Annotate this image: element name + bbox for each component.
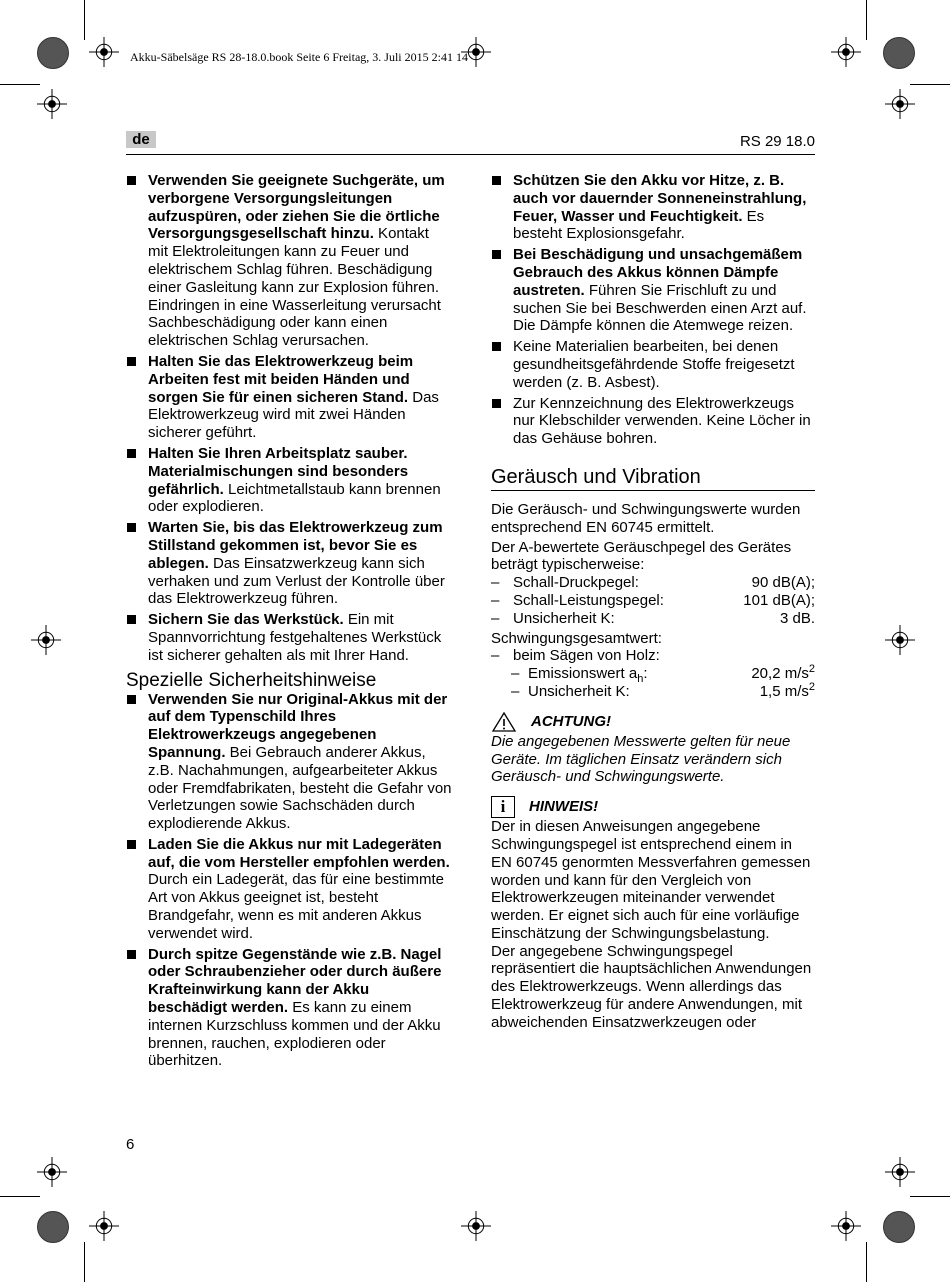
trim-line xyxy=(910,84,950,85)
special-safety-heading: Spezielle Sicherheitshinweise xyxy=(126,669,377,691)
list-item xyxy=(126,611,452,664)
bullet-square-icon xyxy=(492,176,501,185)
bullet-square-icon xyxy=(127,357,136,366)
item-text: Bei Gebrauch anderer Akkus, z.B. Nachahmungen, aufgearbeiteter Akkus oder Fremdfabrikaten, besteht die Gefahr von Verletzungen sowie Sachschäden durch explodierende Akkus. xyxy=(148,743,452,833)
note-title: HINWEIS! xyxy=(529,798,599,816)
spec-subscript: h xyxy=(637,673,644,686)
noise-spec-row xyxy=(491,610,815,628)
spec-value-wrap xyxy=(759,680,815,701)
language-badge: de xyxy=(126,131,156,148)
bullet-square-icon xyxy=(127,615,136,624)
list-item xyxy=(126,519,452,608)
model-label: RS 29 18.0 xyxy=(739,133,815,150)
spec-label-wrap xyxy=(491,574,639,592)
spec-value: 101 dB(A); xyxy=(743,591,815,609)
item-text: Leichtmetallstaub kann brennen oder explodieren. xyxy=(148,480,441,516)
safety-list xyxy=(126,172,452,665)
trim-line xyxy=(866,0,867,40)
noise-level-intro: Der A-bewertete Geräuschpegel des Gerätes beträgt typischerweise: xyxy=(491,538,792,574)
left-column xyxy=(126,172,452,1070)
item-bold-text: Verwenden Sie nur Original-Akkus mit der auf dem Typenschild Ihres Elektrowerkzeugs angegebenen Spannung. xyxy=(148,690,448,761)
crosshair-icon xyxy=(885,89,915,119)
trim-line xyxy=(910,1196,950,1197)
trim-line xyxy=(866,1242,867,1282)
noise-spec-row xyxy=(491,574,815,592)
bullet-square-icon xyxy=(127,950,136,959)
item-text: Es besteht Explosionsgefahr. xyxy=(513,207,765,243)
print-info-line: Akku-Säbelsäge RS 28-18.0.book Seite 6 Freitag, 3. Juli 2015 2:41 14 xyxy=(130,50,468,64)
spec-label-wrap xyxy=(491,683,630,701)
note-paragraph-1: Der in diesen Anweisungen angegebene Schwingungspegel ist entsprechend einem in EN 60745 genormten Messverfahren gemessen worden und kann für den Vergleich von Elektrowerkzeugen miteinander verwendet werden. Er eignet sich auch für eine vorläufige Einschätzung der Schwingungsbelastung. xyxy=(491,818,811,942)
vibration-spec-list xyxy=(491,665,815,701)
trim-line xyxy=(0,84,40,85)
item-text: Das Elektrowerkzeug wird mit zwei Händen sicherer geführt. xyxy=(148,388,439,442)
vibration-spec-row xyxy=(491,680,815,701)
warning-heading xyxy=(491,711,815,733)
spec-label-wrap xyxy=(491,665,648,686)
item-text: Keine Materialien bearbeiten, bei denen gesundheitsgefährdende Stoffe freigesetzt werden (z. B. Asbest). xyxy=(513,338,795,391)
page-number: 6 xyxy=(126,1136,135,1153)
spec-label: Schall-Druckpegel: xyxy=(513,574,639,592)
list-item xyxy=(491,338,815,391)
crosshair-icon xyxy=(461,1211,491,1241)
list-item xyxy=(126,445,452,516)
item-text: Führen Sie Frischluft zu und suchen Sie bei Beschwerden einen Arzt auf. Die Dämpfe können die Atemwege reizen. xyxy=(513,281,807,335)
spec-label-wrap xyxy=(491,610,615,628)
spec-value: 90 dB(A); xyxy=(751,574,815,592)
crosshair-icon xyxy=(31,625,61,655)
item-bold-text: Warten Sie, bis das Elektrowerkzeug zum Stillstand gekommen ist, bevor Sie es ablegen. xyxy=(148,519,443,572)
item-bold-text: Halten Sie Ihren Arbeitsplatz sauber. Materialmischungen sind besonders gefährlich. xyxy=(148,444,409,498)
item-text: Ein mit Spannvorrichtung festgehaltenes Werkstück ist sicherer gehalten als mit Ihrer Hand. xyxy=(148,611,442,664)
registration-disc-icon xyxy=(37,1211,69,1243)
battery-safety-list xyxy=(491,172,815,448)
dash: – xyxy=(491,591,500,609)
bullet-square-icon xyxy=(127,840,136,849)
bullet-square-icon xyxy=(127,449,136,458)
item-bold-text: Laden Sie die Akkus nur mit Ladegeräten auf, die vom Hersteller empfohlen werden. xyxy=(148,835,450,871)
note-paragraph-2: Der angegebene Schwingungspegel repräsentiert die hauptsächlichen Anwendungen des Elektrowerkzeugs. Wenn allerdings das Elektrowerkzeug für andere Anwendungen, mit abweichenden Einsatzwerkzeugen oder xyxy=(491,942,812,1031)
vibration-sub-label: beim Sägen von Holz: xyxy=(513,647,660,665)
bullet-square-icon xyxy=(492,342,501,351)
registration-disc-icon xyxy=(37,37,69,69)
info-icon: i xyxy=(491,796,515,818)
bullet-square-icon xyxy=(492,399,501,408)
right-column xyxy=(491,172,815,1032)
item-text: Das Einsatzwerkzeug kann sich verhaken und zum Verlust der Kontrolle über das Elektrowerkzeug führen. xyxy=(148,554,445,608)
note-heading xyxy=(491,796,815,818)
item-bold-text: Sichern Sie das Werkstück. xyxy=(148,611,344,629)
warning-title: ACHTUNG! xyxy=(531,712,611,730)
crosshair-icon xyxy=(831,1211,861,1241)
vibration-label: Schwingungsgesamtwert: xyxy=(491,629,662,647)
list-item xyxy=(126,172,452,350)
crosshair-icon xyxy=(89,1211,119,1241)
item-bold-text: Verwenden Sie geeignete Suchgeräte, um verborgene Versorgungsleitungen aufzuspüren, oder ziehen Sie die örtliche Versorgungsgesellschaft hinzu. xyxy=(148,172,445,243)
item-bold-text: Durch spitze Gegenstände wie z.B. Nagel oder Schraubenzieher oder durch äußere Krafteinwirkung kann der Akku beschädigt werden. xyxy=(148,945,442,1017)
list-item xyxy=(126,353,452,442)
noise-intro: Die Geräusch- und Schwingungswerte wurden entsprechend EN 60745 ermittelt. xyxy=(491,500,801,536)
dash: – xyxy=(491,609,500,627)
dash: – xyxy=(511,682,520,700)
crosshair-icon xyxy=(885,625,915,655)
item-text: Kontakt mit Elektroleitungen kann zu Feuer und elektrischem Schlag führen. Beschädigung einer Gasleitung kann zur Explosion führen. Eindringen in eine Wasserleitung verursacht Sachbeschädigung oder kann einen elektrischen Schlag verursachen. xyxy=(148,225,441,350)
spec-superscript: 2 xyxy=(808,680,815,693)
noise-spec-list xyxy=(491,574,815,627)
spec-value: 20,2 m/s xyxy=(751,665,809,683)
item-text: Es kann zu einem internen Kurzschluss kommen und der Akku brennen, rauchen, explodieren oder überhitzen. xyxy=(148,999,441,1070)
spec-label: Schall-Leistungspegel: xyxy=(513,591,664,609)
header-rule xyxy=(126,154,815,155)
item-bold-text: Schützen Sie den Akku vor Hitze, z. B. auch vor dauernder Sonneneinstrahlung, Feuer, Wasser und Feuchtigkeit. xyxy=(513,172,807,225)
crosshair-icon xyxy=(37,1157,67,1187)
spec-label-wrap xyxy=(491,592,664,610)
special-safety-list xyxy=(126,691,452,1071)
list-item xyxy=(491,172,815,243)
crosshair-icon xyxy=(831,37,861,67)
list-item xyxy=(126,836,452,943)
item-bold-text: Bei Beschädigung und unsachgemäßem Gebrauch des Akkus können Dämpfe austreten. xyxy=(513,246,803,299)
bullet-square-icon xyxy=(127,523,136,532)
vibration-sub-row xyxy=(491,647,815,665)
registration-disc-icon xyxy=(883,37,915,69)
list-item xyxy=(126,691,452,833)
spec-label: Unsicherheit K: xyxy=(528,682,630,700)
list-item xyxy=(491,395,815,448)
spec-superscript: 2 xyxy=(808,663,815,676)
spec-value-wrap xyxy=(751,665,815,683)
bullet-square-icon xyxy=(127,176,136,185)
trim-line xyxy=(84,0,85,40)
item-text: Durch ein Ladegerät, das für eine bestimmte Art von Akkus geeignet ist, besteht Brandgefahr, wenn es mit anderen Akkus verwendet wird. xyxy=(148,871,444,942)
list-item xyxy=(126,946,452,1071)
trim-line xyxy=(0,1196,40,1197)
noise-spec-row xyxy=(491,592,815,610)
crosshair-icon xyxy=(89,37,119,67)
registration-disc-icon xyxy=(883,1211,915,1243)
noise-vibration-heading: Geräusch und Vibration xyxy=(491,466,815,491)
warning-text: Die angegebenen Messwerte gelten für neue Geräte. Im täglichen Einsatz verändern sich Geräusch- und Schwingungswerte. xyxy=(491,732,791,786)
dash: – xyxy=(491,574,500,592)
warning-triangle-icon xyxy=(491,711,517,733)
spec-value: 3 dB. xyxy=(779,609,815,627)
spec-label: Emissionswert a xyxy=(528,665,638,683)
spec-suffix: : xyxy=(643,665,648,683)
bullet-square-icon xyxy=(492,250,501,259)
dash: – xyxy=(491,647,500,665)
crosshair-icon xyxy=(37,89,67,119)
spec-label: Unsicherheit K: xyxy=(513,609,615,627)
trim-line xyxy=(84,1242,85,1282)
vibration-spec-row xyxy=(491,663,815,686)
dash: – xyxy=(511,665,520,683)
list-item xyxy=(491,246,815,335)
bullet-square-icon xyxy=(127,695,136,704)
item-text: Zur Kennzeichnung des Elektrowerkzeugs nur Klebschilder verwenden. Keine Löcher in das Gehäuse bohren. xyxy=(513,394,811,448)
item-bold-text: Halten Sie das Elektrowerkzeug beim Arbeiten fest mit beiden Händen und sorgen Sie für einen sicheren Stand. xyxy=(148,352,414,406)
crosshair-icon xyxy=(885,1157,915,1187)
spec-value: 1,5 m/s xyxy=(759,682,809,700)
